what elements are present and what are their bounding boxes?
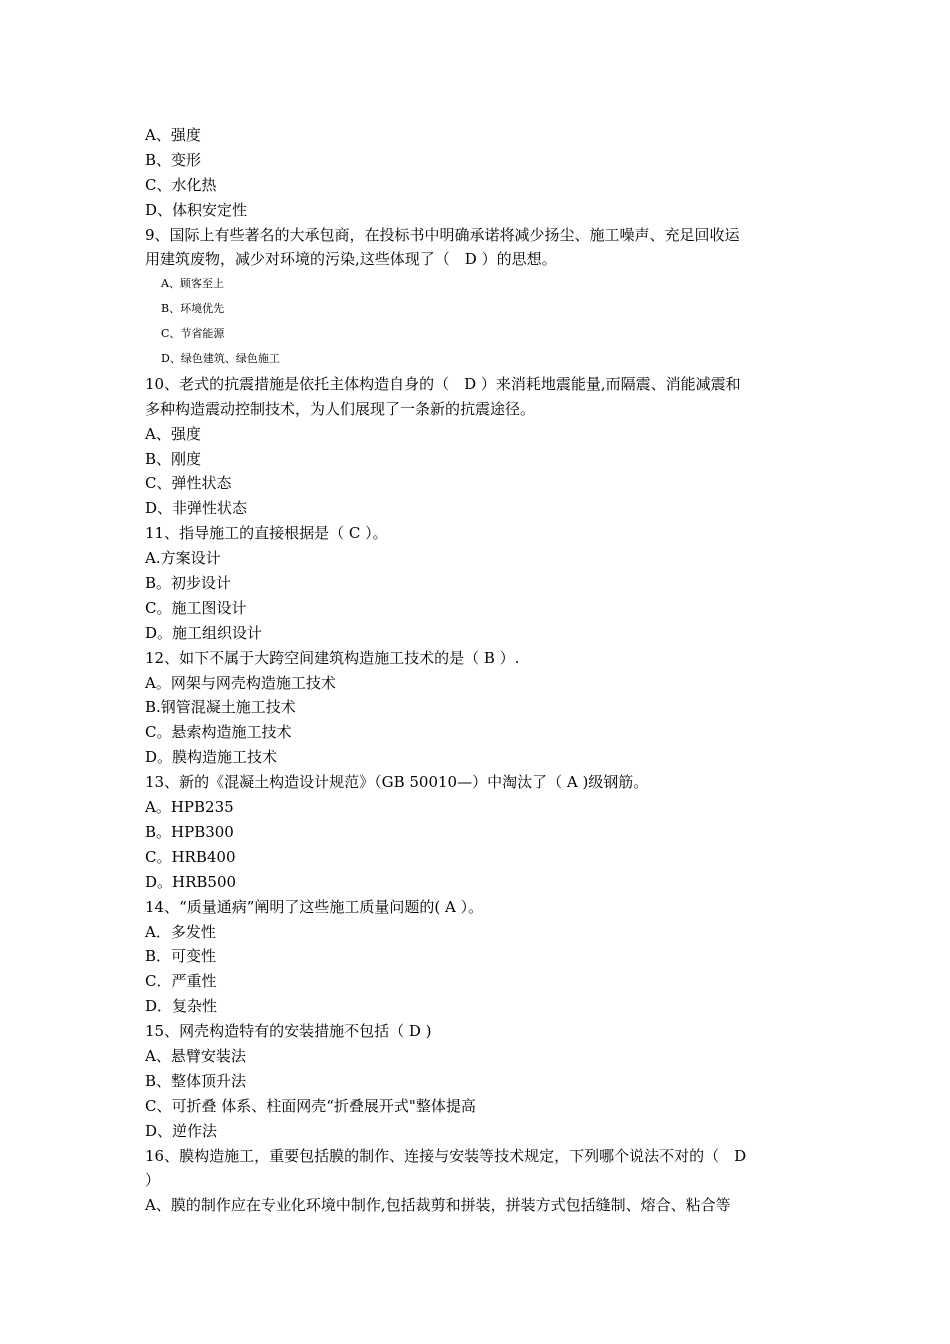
text-line: A、强度 xyxy=(145,424,201,443)
text-line: 13、新的《混凝土构造设计规范》（GB 50010—）中淘汰了（ A )级钢筋。 xyxy=(145,773,649,792)
text-line: A、顾客至上 xyxy=(161,277,224,291)
text-line: C、可折叠 体系、柱面网壳“折叠展开式"整体提高 xyxy=(145,1096,476,1115)
text-line: 用建筑废物，减少对环境的污染,这些体现了（ D ）的思想。 xyxy=(145,250,557,269)
text-line: 15、网壳构造特有的安装措施不包括（ D ) xyxy=(145,1022,432,1041)
text-line: C．严重性 xyxy=(145,972,217,991)
text-line: D。施工组织设计 xyxy=(145,623,263,642)
text-line: D、非弹性状态 xyxy=(145,499,248,518)
text-line: D。膜构造施工技术 xyxy=(145,748,278,767)
text-line: D、绿色建筑、绿色施工 xyxy=(161,352,280,366)
text-line: C。HRB400 xyxy=(145,847,236,866)
text-line: A、膜的制作应在专业化环境中制作,包括裁剪和拼装，拼装方式包括缝制、熔合、粘合等 xyxy=(145,1196,731,1215)
text-line: A。HPB235 xyxy=(145,798,234,817)
text-line: D．复杂性 xyxy=(145,997,218,1016)
text-line: 11、指导施工的直接根据是（ C ）。 xyxy=(145,524,388,543)
text-line: 12、如下不属于大跨空间建筑构造施工技术的是（ B ）. xyxy=(145,648,520,667)
text-line: A。网架与网壳构造施工技术 xyxy=(145,673,336,692)
text-line: B.钢管混凝土施工技术 xyxy=(145,698,296,717)
text-line: 10、老式的抗震措施是依托主体构造自身的（ D ）来消耗地震能量,而隔震、消能减震和 xyxy=(145,374,741,393)
text-line: D、体积安定性 xyxy=(145,200,248,219)
text-line: B、刚度 xyxy=(145,449,202,468)
text-line: D、逆作法 xyxy=(145,1121,218,1140)
text-line: A．多发性 xyxy=(145,922,216,941)
text-line: ） xyxy=(145,1171,161,1190)
text-line: B、环境优先 xyxy=(161,302,225,316)
text-line: B。HPB300 xyxy=(145,822,234,841)
text-line: B、变形 xyxy=(145,150,202,169)
text-line: D。HRB500 xyxy=(145,872,237,891)
text-line: 14、“质量通病”阐明了这些施工质量问题的( A ）。 xyxy=(145,897,484,916)
document-page xyxy=(145,123,810,1218)
text-line: A、强度 xyxy=(145,126,201,144)
text-line: 多种构造震动控制技术，为人们展现了一条新的抗震途径。 xyxy=(145,399,536,418)
text-line: C、弹性状态 xyxy=(145,474,232,493)
text-line: B．可变性 xyxy=(145,947,217,966)
text-line: 9、国际上有些著名的大承包商，在投标书中明确承诺将减少扬尘、施工噪声、充足回收运 xyxy=(145,225,740,244)
text-line: C。施工图设计 xyxy=(145,598,247,617)
text-line: C、节省能源 xyxy=(161,327,225,341)
text-line: C、水化热 xyxy=(145,175,217,194)
text-line: B、整体顶升法 xyxy=(145,1071,247,1090)
text-line: A、悬臂安装法 xyxy=(145,1046,246,1065)
text-line: A.方案设计 xyxy=(145,549,221,568)
text-line: 16、膜构造施工，重要包括膜的制作、连接与安装等技术规定，下列哪个说法不对的（ D xyxy=(145,1146,747,1165)
text-line: B。初步设计 xyxy=(145,574,232,593)
text-line: C。悬索构造施工技术 xyxy=(145,723,292,742)
